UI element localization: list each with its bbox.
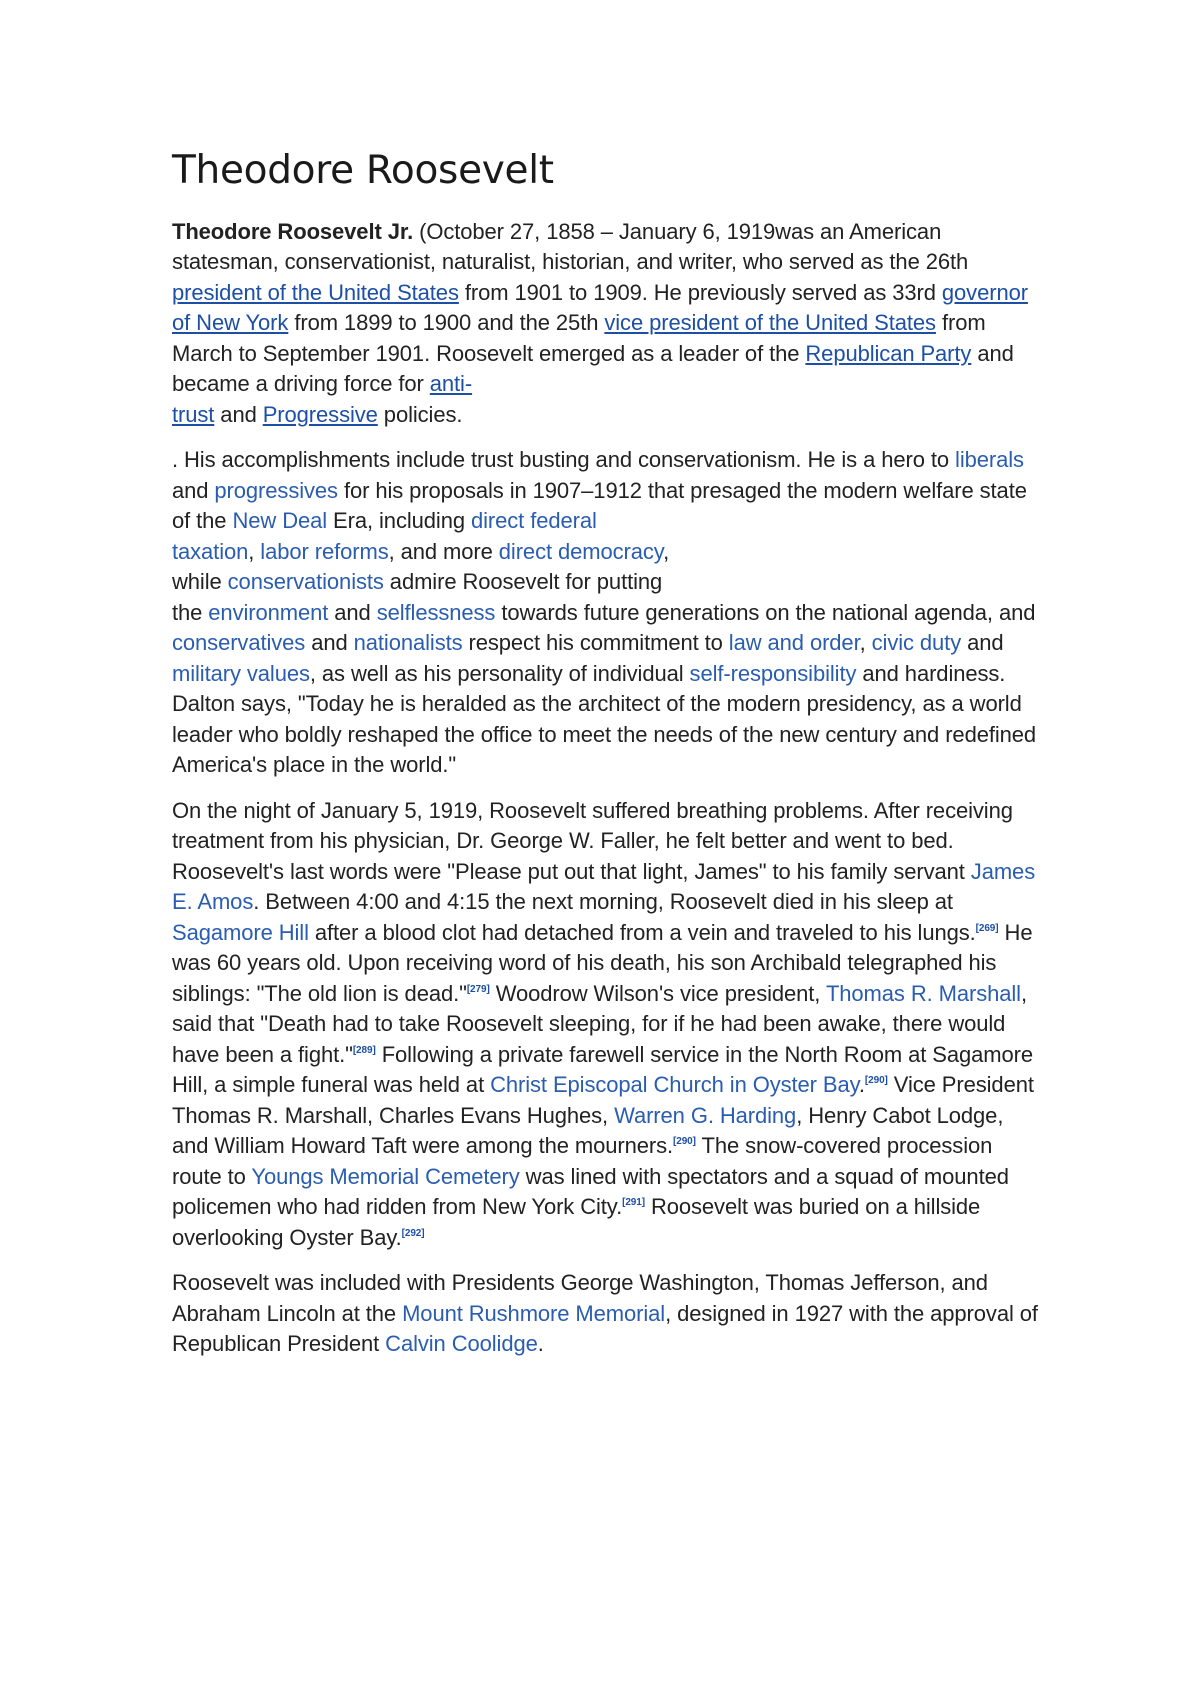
link-military-values[interactable]: military values xyxy=(172,660,310,686)
citation-ref[interactable]: [289] xyxy=(352,1044,376,1056)
citation-ref[interactable]: [279] xyxy=(466,983,490,995)
link-conservationists[interactable]: conservationists xyxy=(227,569,384,595)
link-sagamore-hill[interactable]: Sagamore Hill xyxy=(172,919,309,945)
citation-ref[interactable]: [291] xyxy=(622,1197,645,1209)
link-civic-duty[interactable]: civic duty xyxy=(871,630,962,656)
citation-ref[interactable]: [292] xyxy=(401,1227,425,1239)
link-youngs-memorial-cemetery[interactable]: Youngs Memorial Cemetery xyxy=(251,1163,520,1189)
link-progressives[interactable]: progressives xyxy=(214,477,338,503)
subject-name: Theodore Roosevelt Jr. xyxy=(172,218,414,244)
link-republican-party[interactable]: Republican Party xyxy=(805,340,972,366)
citation-ref[interactable]: [269] xyxy=(975,922,999,934)
link-president-of-the-united-states[interactable]: president of the United States xyxy=(172,279,459,305)
link-anti-trust[interactable]: anti- trust xyxy=(172,371,473,427)
link-nationalists[interactable]: nationalists xyxy=(353,630,463,656)
citation-ref[interactable]: [290] xyxy=(673,1136,696,1148)
document-page xyxy=(172,148,1042,1375)
link-self-responsibility[interactable]: self-responsibility xyxy=(689,660,857,686)
citation-ref[interactable]: [290] xyxy=(864,1075,888,1087)
link-mount-rushmore-memorial[interactable]: Mount Rushmore Memorial xyxy=(402,1300,666,1326)
paragraph-rushmore: Roosevelt was included with Presidents George Washington, Thomas Jefferson, and Abraham Lincoln at the Mount Rushmore Memorial, designed in 1927 with the approval of Republican President Calvin Coolidge. xyxy=(172,1270,1038,1357)
link-environment[interactable]: environment xyxy=(208,599,329,625)
link-labor-reforms[interactable]: labor reforms xyxy=(260,538,389,564)
paragraph-legacy: . His accomplishments include trust busting and conservationism. He is a hero to liberals and progressives for his proposals in 1907–1912 that presaged the modern welfare state of the New Deal Era, including direct federal taxation, labor reforms, and more direct democracy, while conservationists admire Roosevelt for putting the environment and selflessness towards future generations on the national agenda, and conservatives and nationalists respect his commitment to law and order, civic duty and military values, as well as his personality of individual self-responsibility and hardiness. Dalton says, "Today he is heralded as the architect of the modern presidency, as a world leader who boldly reshaped the office to meet the needs of the new century and redefined America's place in the world." xyxy=(172,447,1037,778)
link-thomas-r-marshall[interactable]: Thomas R. Marshall xyxy=(825,980,1021,1006)
link-direct-federal-taxation[interactable]: direct federal taxation xyxy=(172,508,597,564)
link-progressive[interactable]: Progressive xyxy=(262,401,378,427)
link-selflessness[interactable]: selflessness xyxy=(376,599,496,625)
link-warren-g-harding[interactable]: Warren G. Harding xyxy=(614,1102,797,1128)
link-liberals[interactable]: liberals xyxy=(955,447,1024,473)
page-title: Theodore Roosevelt xyxy=(172,148,554,193)
link-conservatives[interactable]: conservatives xyxy=(172,630,306,656)
link-james-e-amos[interactable]: James E. Amos xyxy=(172,858,1036,915)
link-new-deal[interactable]: New Deal xyxy=(232,508,328,534)
paragraph-death: On the night of January 5, 1919, Roosevelt suffered breathing problems. After receiving treatment from his physician, Dr. George W. Faller, he felt better and went to bed. Roosevelt's last words were "Please put out that light, James" to his family servant James E. Amos. Between 4:00 and 4:15 the next morning, Roosevelt died in his sleep at Sagamore Hill after a blood clot had detached from a vein and traveled to his lungs.[269] He was 60 years old. Upon receiving word of his death, his son Archibald telegraphed his siblings: "The old lion is dead."[279] Woodrow Wilson's vice president, Thomas R. Marshall, said that "Death had to take Roosevelt sleeping, for if he had been awake, there would have been a fight."[289] Following a private farewell service in the North Room at Sagamore Hill, a simple funeral was held at Christ Episcopal Church in Oyster Bay.[290] Vice President Thomas R. Marshall, Charles Evans Hughes, Warren G. Harding, Henry Cabot Lodge, and William Howard Taft were among the mourners.[290] The snow-covered procession route to Youngs Memorial Cemetery was lined with spectators and a squad of mounted policemen who had ridden from New York City.[291] Roosevelt was buried on a hillside overlooking Oyster Bay.[292] xyxy=(172,797,1036,1250)
link-governor-of-new-york[interactable]: governor of New York xyxy=(172,279,1028,336)
link-christ-episcopal-church[interactable]: Christ Episcopal Church in Oyster Bay xyxy=(490,1072,859,1098)
paragraph-intro: Theodore Roosevelt Jr. (October 27, 1858 – January 6, 1919was an American statesman, conservationist, naturalist, historian, and writer, who served as the 26th president of the United States from 1901 to 1909. He previously served as 33rd governor of New York from 1899 to 1900 and the 25th vice president of the United States from March to September 1901. Roosevelt emerged as a leader of the Republican Party and became a driving force for anti- trust and Progressive policies. xyxy=(172,218,1028,427)
link-direct-democracy[interactable]: direct democracy xyxy=(498,538,664,564)
link-vice-president[interactable]: vice president of the United States xyxy=(604,310,936,336)
link-law-and-order[interactable]: law and order xyxy=(728,630,860,656)
link-calvin-coolidge[interactable]: Calvin Coolidge xyxy=(385,1331,538,1357)
